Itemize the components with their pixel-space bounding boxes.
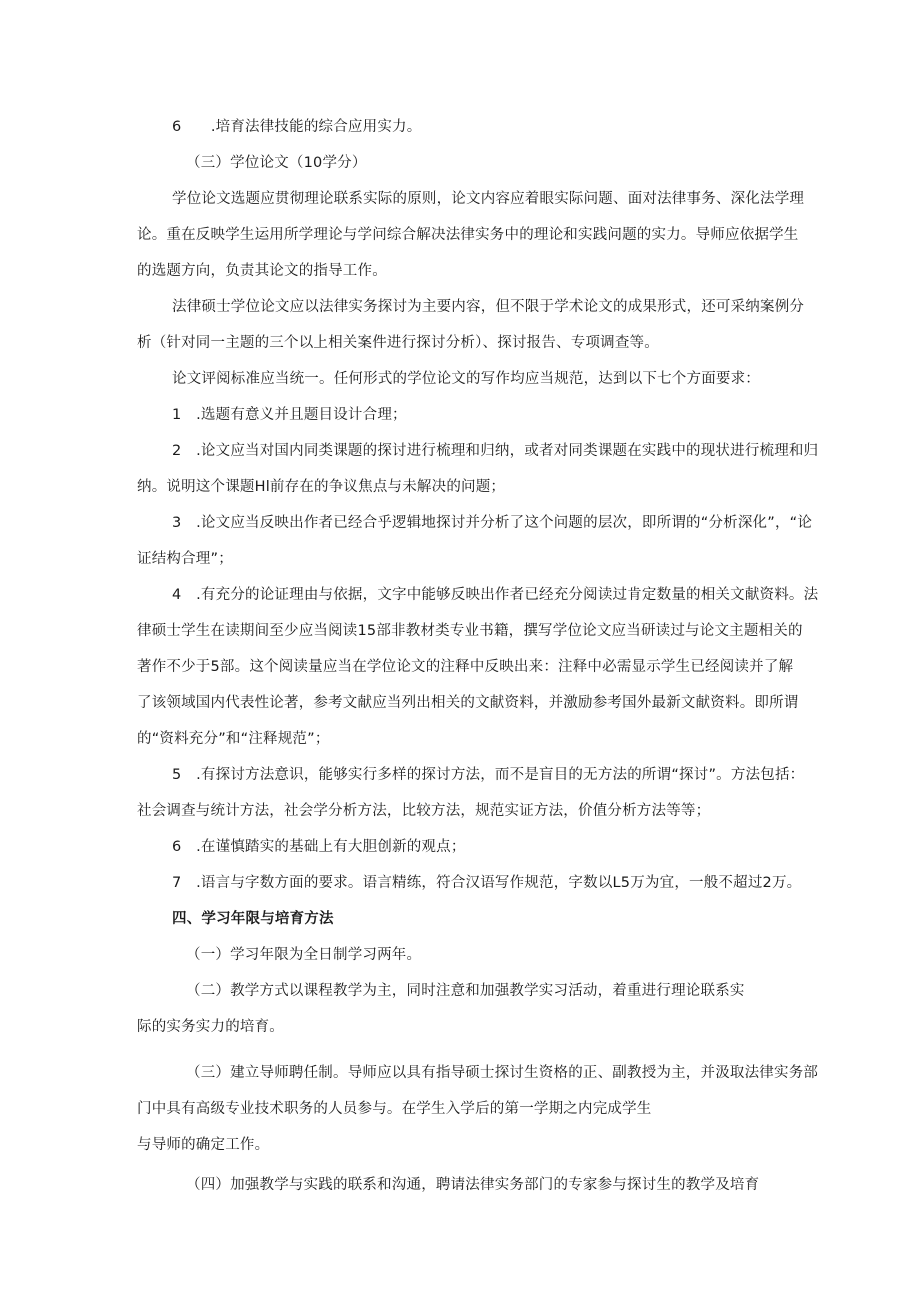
paragraph-line: 的“资料充分”和“注释规范”； [137,731,330,747]
paragraph-line: 纳。说明这个课题Hl前存在的争议焦点与未解决的问题； [137,479,506,495]
requirement-item-3: 3 .论文应当反映出作者已经合乎逻辑地探讨并分析了这个问题的层次，即所谓的“分析深化”，“论 [172,515,813,531]
paragraph-line: （四）加强教学与实践的联系和沟通，聘请法律实务部门的专家参与探讨生的教学及培育 [186,1177,760,1193]
paragraph-line: 律硕士学生在读期间至少应当阅读15部非教材类专业书籍，撰写学位论文应当研读过与论文主题相关的 [137,623,803,639]
paragraph-line: 论。重在反映学生运用所学理论与学问综合解决法律实务中的理论和实践问题的实力。导师应依据学生 [137,227,799,243]
paragraph-line: 析（针对同一主题的三个以上相关案件进行探讨分析）、探讨报告、专项调查等。 [137,335,659,351]
paragraph-line: 论文评阅标准应当统一。任何形式的学位论文的写作均应当规范，达到以下七个方面要求： [172,371,760,387]
paragraph-line: 学位论文选题应贯彻理论联系实际的原则，论文内容应着眼实际问题、面对法律事务、深化法学理 [172,191,805,207]
requirement-item-7: 7 .语言与字数方面的要求。语言精练，符合汉语写作规范，字数以L5万为宜，一般不超过2万。 [172,875,802,891]
paragraph-line: 的选题方向，负责其论文的指导工作。 [137,263,387,279]
list-item-6-skills: 6 .培育法律技能的综合应用实力。 [172,119,422,135]
paragraph-line: 著作不少于5部。这个阅读量应当在学位论文的注释中反映出来：注释中必需显示学生已经阅读并了解 [137,659,794,675]
requirement-item-5: 5 .有探讨方法意识，能够实行多样的探讨方法，而不是盲目的无方法的所谓“探讨”。方法包括： [172,767,805,783]
section-heading-study-period: 四、学习年限与培育方法 [172,911,334,927]
paragraph-line: 与导师的确定工作。 [137,1137,270,1153]
paragraph-line: （三）建立导师聘任制。导师应以具有指导硕士探讨生资格的正、副教授为主，并汲取法律实务部 [186,1065,819,1081]
section-heading-thesis: （三）学位论文（10学分） [186,155,367,171]
paragraph-line: 法律硕士学位论文应以法律实务探讨为主要内容，但不限于学术论文的成果形式，还可采纳案例分 [172,299,805,315]
requirement-item-1: 1 .选题有意义并且题目设计合理； [172,407,407,423]
paragraph-line: 际的实务实力的培育。 [137,1019,284,1035]
paragraph-line: 社会调查与统计方法，社会学分析方法，比较方法，规范实证方法，价值分析方法等等； [137,803,711,819]
paragraph-line: （二）教学方式以课程教学为主，同时注意和加强教学实习活动，着重进行理论联系实 [186,983,745,999]
paragraph-line: 了该领域国内代表性论著，参考文献应当列出相关的文献资料，并激励参考国外最新文献资料。即所谓 [137,695,799,711]
paragraph-line: 门中具有高级专业技术职务的人员参与。在学生入学后的第一学期之内完成学生 [137,1101,652,1117]
requirement-item-2: 2 .论文应当对国内同类课题的探讨进行梳理和归纳，或者对同类课题在实践中的现状进行梳理和归 [172,443,819,459]
requirement-item-6: 6 .在谨慎踏实的基础上有大胆创新的观点； [172,839,466,855]
requirement-item-4: 4 .有充分的论证理由与依据，文字中能够反映出作者已经充分阅读过肯定数量的相关文献资料。法 [172,587,819,603]
paragraph-line: （一）学习年限为全日制学习两年。 [186,947,422,963]
paragraph-line: 证结构合理”； [137,551,233,567]
